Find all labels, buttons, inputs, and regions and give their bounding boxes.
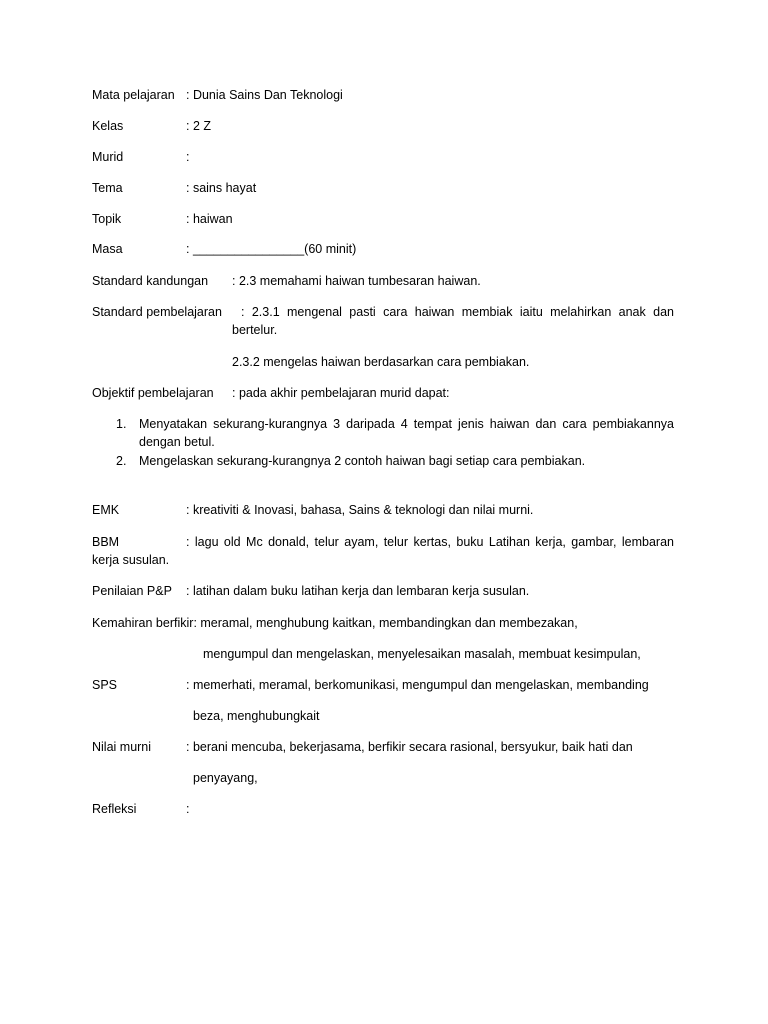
field-label: Nilai murni [92,740,152,754]
sps-line2: beza, menghubungkait [193,709,320,723]
list-item-number: 1. [116,417,127,431]
bbm-line1: : lagu old Mc donald, telur ayam, telur kertas, buku Latihan kerja, gambar, lembaran [186,535,674,549]
field-value: : ________________(60 minit) [186,242,357,256]
field-label: Standard pembelajaran [92,305,222,319]
bbm-line2: kerja susulan. [92,553,170,567]
standard-pembelajaran-line2: bertelur. [232,323,278,337]
list-item-number: 2. [116,454,127,468]
field-label: Standard kandungan [92,274,209,288]
list-item-line1: Menyatakan sekurang-kurangnya 3 daripada 4 tempat jenis haiwan dan cara pembiakannya [139,417,674,431]
field-label: Penilaian P&P [92,584,172,598]
field-value: : [186,802,190,816]
field-label: Objektif pembelajaran [92,386,214,400]
list-item-line2: dengan betul. [139,435,215,449]
field-value: : berani mencuba, bekerjasama, berfikir secara rasional, bersyukur, baik hati dan [186,740,633,754]
field-label: Tema [92,181,123,195]
field-label: Murid [92,150,124,164]
field-value: : latihan dalam buku latihan kerja dan lembaran kerja susulan. [186,584,530,598]
nilai-murni-line2: penyayang, [193,771,258,785]
field-label: BBM [92,535,120,549]
field-label: EMK [92,503,120,517]
field-label: Masa [92,242,123,256]
field-label: Topik [92,212,122,226]
field-value: : Dunia Sains Dan Teknologi [186,88,343,102]
field-value: : 2 Z [186,119,212,133]
field-value: : kreativiti & Inovasi, bahasa, Sains & teknologi dan nilai murni. [186,503,534,517]
field-label: Kelas [92,119,124,133]
field-label: Refleksi [92,802,137,816]
field-value: : sains hayat [186,181,257,195]
standard-pembelajaran-line3: 2.3.2 mengelas haiwan berdasarkan cara pembiakan. [232,355,530,369]
field-value: : haiwan [186,212,233,226]
field-label: Kemahiran berfikir [92,616,194,630]
field-value: : pada akhir pembelajaran murid dapat: [232,386,450,400]
list-item-line1: Mengelaskan sekurang-kurangnya 2 contoh haiwan bagi setiap cara pembiakan. [139,454,586,468]
field-value: : [186,150,190,164]
field-label: Mata pelajaran [92,88,175,102]
standard-pembelajaran-line1: : 2.3.1 mengenal pasti cara haiwan membiak iaitu melahirkan anak dan [241,305,674,319]
field-kemahiran [92,614,578,633]
kemahiran-line2: mengumpul dan mengelaskan, menyelesaikan masalah, membuat kesimpulan, [203,647,641,661]
field-label: SPS [92,678,118,692]
field-value: : meramal, menghubung kaitkan, membandingkan dan membezakan, [193,616,578,630]
field-value: : 2.3 memahami haiwan tumbesaran haiwan. [232,274,481,288]
field-value: : memerhati, meramal, berkomunikasi, mengumpul dan mengelaskan, membanding [186,678,649,692]
